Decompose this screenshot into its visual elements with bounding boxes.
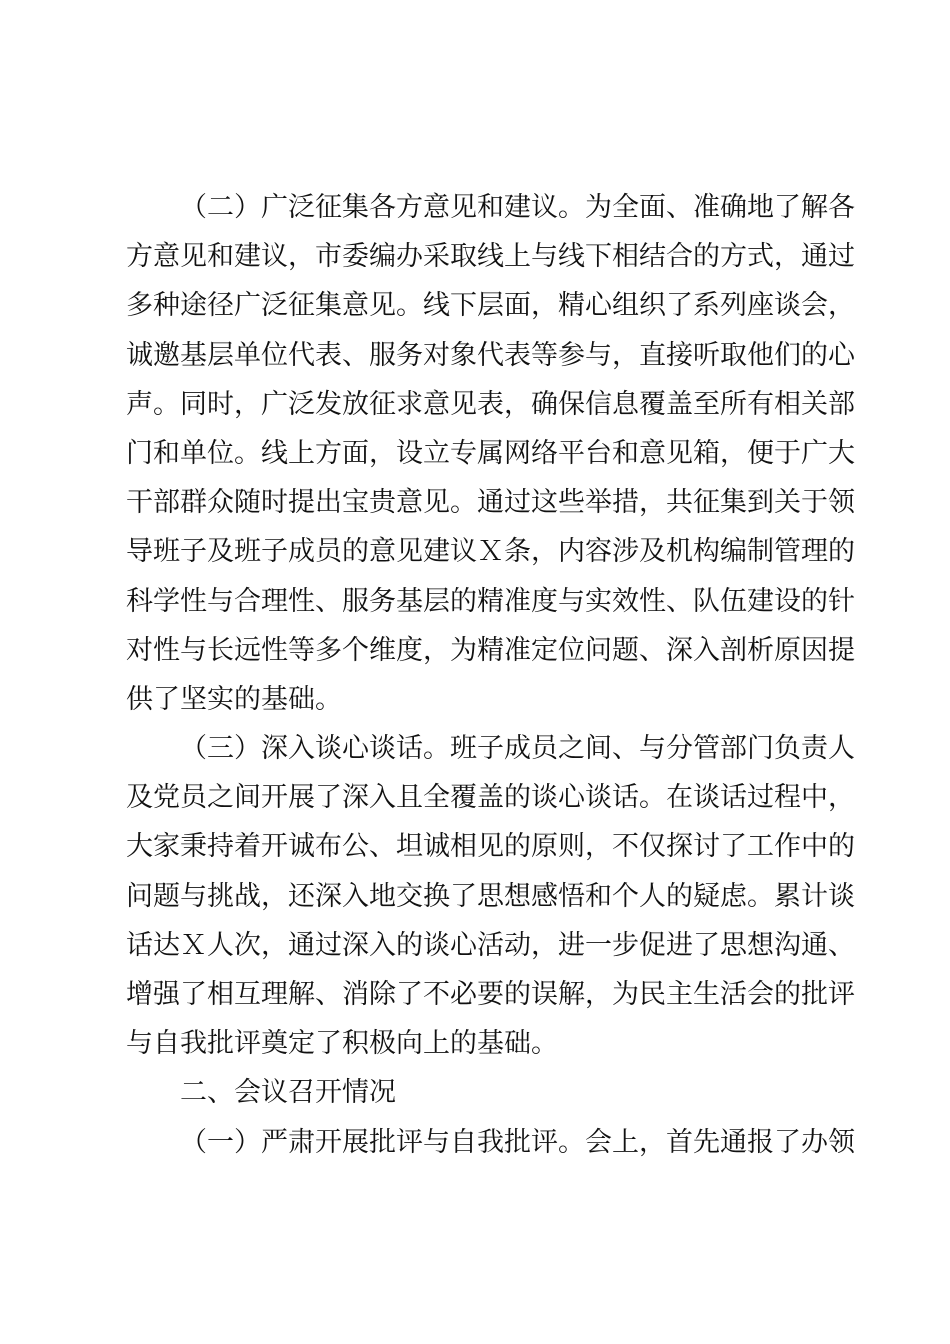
text-line: 声。同时，广泛发放征求意见表，确保信息覆盖至所有相关部 bbox=[126, 388, 855, 420]
text-line: 与自我批评奠定了积极向上的基础。 bbox=[126, 1028, 558, 1060]
text-line: （一）严肃开展批评与自我批评。会上，首先通报了办领 bbox=[180, 1126, 855, 1158]
text-line: 门和单位。线上方面，设立专属网络平台和意见箱，便于广大 bbox=[126, 437, 855, 469]
text-line: 多种途径广泛征集意见。线下层面，精心组织了系列座谈会， bbox=[126, 290, 855, 322]
text-line: 对性与长远性等多个维度，为精准定位问题、深入剖析原因提 bbox=[126, 634, 855, 666]
text-line: 方意见和建议，市委编办采取线上与线下相结合的方式，通过 bbox=[126, 241, 855, 273]
text-line: 增强了相互理解、消除了不必要的误解，为民主生活会的批评 bbox=[126, 979, 855, 1010]
text-line: 及党员之间开展了深入且全覆盖的谈心谈话。在谈话过程中， bbox=[126, 782, 855, 814]
document-body-text bbox=[126, 183, 855, 1167]
text-line: 诚邀基层单位代表、服务对象代表等参与，直接听取他们的心 bbox=[126, 339, 855, 371]
text-line: （三）深入谈心谈话。班子成员之间、与分管部门负责人 bbox=[180, 733, 855, 765]
text-line: 大家秉持着开诚布公、坦诚相见的原则，不仅探讨了工作中的 bbox=[126, 831, 855, 863]
text-line: 问题与挑战，还深入地交换了思想感悟和个人的疑虑。累计谈 bbox=[126, 880, 855, 912]
text-line: 科学性与合理性、服务基层的精准度与实效性、队伍建设的针 bbox=[126, 585, 855, 617]
text-line: 二、会议召开情况 bbox=[180, 1077, 396, 1109]
text-line: （二）广泛征集各方意见和建议。为全面、准确地了解各 bbox=[180, 192, 855, 223]
text-line: 干部群众随时提出宝贵意见。通过这些举措，共征集到关于领 bbox=[126, 487, 855, 519]
text-line: 供了坚实的基础。 bbox=[126, 683, 342, 715]
text-line: 话达Ｘ人次，通过深入的谈心活动，进一步促进了思想沟通、 bbox=[126, 929, 855, 961]
text-line: 导班子及班子成员的意见建议Ｘ条，内容涉及机构编制管理的 bbox=[126, 536, 855, 568]
